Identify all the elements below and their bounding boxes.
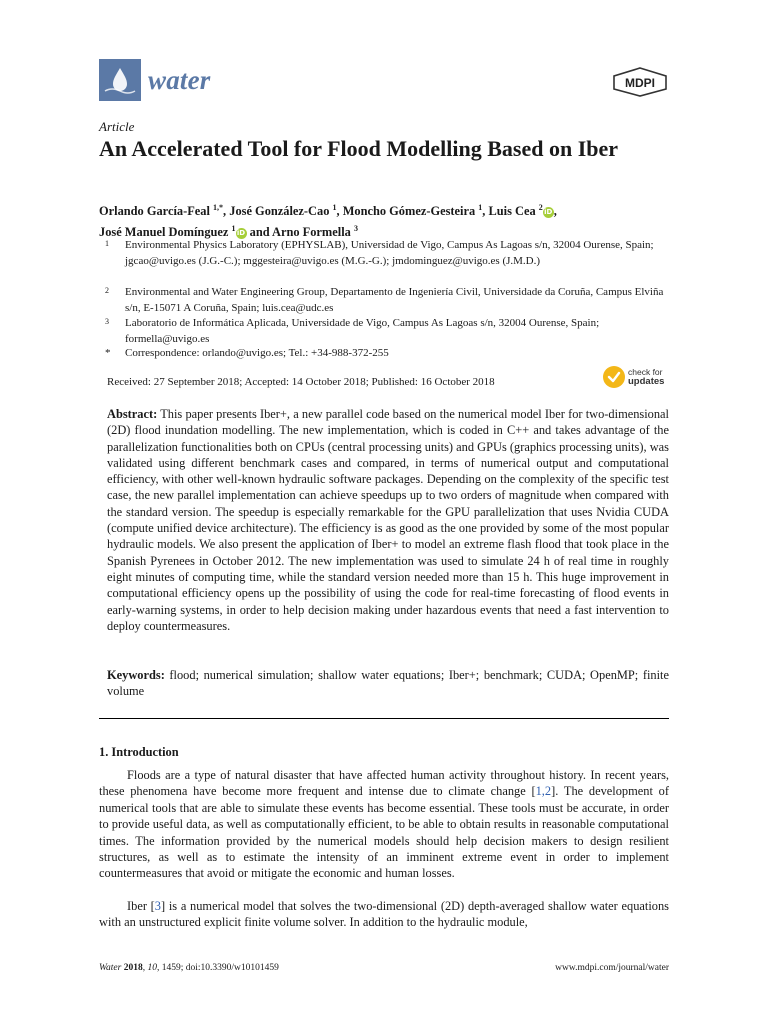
- keywords-text: flood; numerical simulation; shallow water equations; Iber+; benchmark; CUDA; OpenMP; finite volume: [107, 668, 669, 699]
- abstract: [107, 406, 669, 634]
- orcid-icon[interactable]: iD: [236, 229, 246, 238]
- body-paragraph: [99, 898, 669, 931]
- affiliation: [105, 238, 675, 269]
- publication-dates: Received: 27 September 2018; Accepted: 14 October 2018; Published: 16 October 2018: [107, 376, 495, 388]
- keywords-label: Keywords:: [107, 668, 165, 682]
- author-superscript: 1: [332, 203, 337, 212]
- author-name: Luis Cea: [488, 204, 536, 219]
- citation-footer: Water 2018, 10, 1459; doi:10.3390/w10101459: [99, 963, 279, 973]
- body-paragraph: [99, 767, 669, 882]
- correspondence: [105, 346, 675, 362]
- journal-name: water: [148, 64, 211, 95]
- keywords: [107, 667, 669, 700]
- footer-doi: , 1459; doi:10.3390/w10101459: [156, 963, 279, 973]
- affiliation: [105, 285, 675, 316]
- author-conjunction: and: [249, 225, 270, 240]
- author-name: José Manuel Domínguez: [99, 225, 229, 240]
- water-drop-icon: [99, 59, 141, 101]
- orcid-icon[interactable]: iD: [544, 208, 553, 217]
- affiliation-text: Laboratorio de Informática Aplicada, Universidade de Vigo, Campus As Lagoas s/n, 32004 Ourense, Spain; formella@uvigo.es: [125, 317, 600, 345]
- author-name: Orlando García-Feal: [99, 204, 210, 219]
- author-superscript: 1,*: [213, 203, 224, 212]
- check-updates-button[interactable]: [603, 366, 664, 388]
- paragraph-text: Floods are a type of natural disaster that have affected human activity throughout history. In recent years, these phenomena have become more frequent and intense due to climate change [: [99, 768, 669, 799]
- affiliation-number: 2: [105, 286, 109, 295]
- author-superscript: 2: [538, 203, 543, 212]
- journal-logo: [99, 59, 211, 101]
- author-name: José González-Cao: [229, 204, 330, 219]
- section-divider: [99, 718, 669, 719]
- affiliation-number: 1: [105, 239, 109, 248]
- check-updates-line1: check for: [628, 367, 663, 377]
- check-updates-icon: [603, 366, 625, 388]
- abstract-label: Abstract:: [107, 407, 158, 421]
- publisher-logo: [612, 67, 668, 97]
- author-superscript: 3: [353, 224, 358, 234]
- abstract-text: This paper presents Iber+, a new parallel code based on the numerical model Iber for two-dimensional (2D) flood inundation modelling. The new implementation, which is coded in C++ and takes advantage of the parallelization functionalities both on CPUs (central processing units) and GPUs (graphics processing units), was validated using different benchmark cases and compared, in terms of numerical output and computational efficiency, with other well-known hydraulic software packages. Depending on the complexity of the specific test case, the new parallel implementation can achieve speedups up to two orders of magnitude when compared with the standard version. The speedup is especially remarkable for the GPU parallelization that uses Nvidia CUDA (compute unified device architecture). The efficiency is as good as the one provided by some of the most popular hydraulic models. We also present the application of Iber+ to model an extreme flash flood that took place in the Spanish Pyrenees in October 2012. The new implementation was used to simulate 24 h of real time in roughly eight minutes of computing time, while the standard version needed more than 15 h. This huge improvement in computational efficiency opens up the possibility of using the code for real-time forecasting of flood events in early-warning systems, in order to help decision making under hazardous events that need a fast intervention to deploy countermeasures.: [107, 407, 670, 633]
- section-heading: 1. Introduction: [99, 745, 179, 759]
- correspondence-marker: *: [105, 347, 111, 359]
- affiliation: [105, 316, 675, 347]
- article-title: An Accelerated Tool for Flood Modelling Based on Iber: [99, 136, 619, 161]
- affiliation-text: Environmental and Water Engineering Group, Departamento de Ingeniería Civil, Universidade da Coruña, Campus Elviña s/n, E-15071 A Coruña, Spain; luis.cea@udc.es: [125, 286, 664, 314]
- affiliation-text: Environmental Physics Laboratory (EPHYSLAB), Universidad de Vigo, Campus As Lagoas s/n, 32004 Ourense, Spain; jgcao@uvigo.es (J.G.-C.); mggesteira@uvigo.es (M.G.-G.); jmdominguez@uvigo.es (J.M.D.): [125, 239, 654, 267]
- paragraph-text: ]. The development of numerical tools that are able to simulate these events has become essential. These tools must be accurate, in order to provide useful data, as well as computationally efficient, to be able to obtain results in reasonable computational times. The information provided by the numerical models should help decision makers to design resilient structures, as well as to estimate the intensity of an imminent extreme event in order to implement countermeasures that avoid or mitigate the economic and human losses.: [99, 784, 669, 881]
- footer-journal: Water: [99, 963, 122, 973]
- author-name: Arno Formella: [272, 225, 351, 240]
- journal-url[interactable]: www.mdpi.com/journal/water: [555, 963, 669, 973]
- publisher-name: MDPI: [625, 76, 655, 90]
- author-superscript: 1: [478, 203, 483, 212]
- footer-volume: 10: [147, 963, 157, 973]
- author-list: Orlando García-Feal $^{1,*}$, José González-Cao $^1$, Moncho Gómez-Gesteira $^1$, Luis Cea $^2$iD, José Manuel Domínguez $^1$iD and Arno Formella $^3$: [99, 203, 557, 240]
- footer-year: 2018: [123, 963, 143, 973]
- correspondence-text: Correspondence: orlando@uvigo.es; Tel.: +34-988-372-255: [125, 347, 389, 359]
- article-type: Article: [99, 119, 135, 134]
- paragraph-text: Iber [: [127, 899, 155, 913]
- citation-link[interactable]: 1,2: [535, 784, 552, 799]
- author-superscript: 1: [231, 224, 236, 234]
- affiliation-number: 3: [105, 317, 109, 326]
- check-updates-line2: updates: [628, 376, 665, 387]
- author-name: Moncho Gómez-Gesteira: [342, 204, 476, 219]
- paragraph-text: ] is a numerical model that solves the two-dimensional (2D) depth-averaged shallow water equations with an unstructured explicit finite volume solver. In addition to the hydraulic module,: [99, 899, 670, 930]
- citation-link[interactable]: 3: [154, 899, 161, 913]
